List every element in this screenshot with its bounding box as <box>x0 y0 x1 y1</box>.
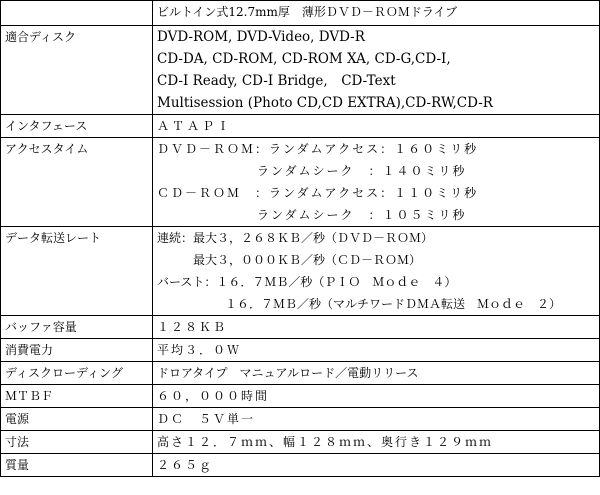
row-label-compatible-discs: 適合ディスク <box>1 26 153 115</box>
row-value-power-supply <box>153 408 600 431</box>
value-line: ドロアタイプ マニュアルロード／電動リリース <box>157 366 419 380</box>
table-row <box>1 227 600 316</box>
row-value-access-time <box>153 138 600 227</box>
row-label-interface: インタフェース <box>1 115 153 138</box>
table-row <box>1 138 600 227</box>
row-value-dimensions <box>153 431 600 454</box>
value-line: 連続：最大３，２６８ＫＢ／秒（ＤＶＤ－ＲＯＭ） <box>157 231 434 245</box>
row-value-transfer-rate <box>153 227 600 316</box>
value-line: ランダムシーク ：１４０ミリ秒 <box>257 164 467 178</box>
value-line: １６．７ＭＢ／秒（マルチワードＤＭＡ転送 Ｍｏｄｅ ２） <box>225 297 562 311</box>
row-label-transfer-rate: データ転送レート <box>1 227 153 316</box>
row-value-weight <box>153 454 600 477</box>
row-label-access-time: アクセスタイム <box>1 138 153 227</box>
value-line: ＤＣ ５Ｖ単一 <box>157 412 256 426</box>
row-value-buffer <box>153 316 600 339</box>
value-line: 高さ１２．７ｍｍ、幅１２８ｍｍ、奥行き１２９ｍｍ <box>157 435 494 449</box>
row-label-power-supply: 電源 <box>1 408 153 431</box>
row-value-interface <box>153 115 600 138</box>
value-line: CD-I Ready, CD-I Bridge, CD-Text <box>157 73 396 89</box>
row-label-mtbf: ＭＴＢＦ <box>1 385 153 408</box>
value-line: ２６５ｇ <box>157 458 214 472</box>
table-row <box>1 362 600 385</box>
table-row <box>1 454 600 477</box>
row-value-compatible-discs <box>153 26 600 115</box>
row-value-loading <box>153 362 600 385</box>
value-line: バースト：１６．７ＭＢ／秒（ＰＩＯ Ｍｏｄｅ ４） <box>157 275 457 289</box>
row-label-buffer: バッファ容量 <box>1 316 153 339</box>
row-label-weight: 質量 <box>1 454 153 477</box>
value-line: 平均３．０Ｗ <box>157 343 242 357</box>
value-line: DVD-ROM, DVD-Video, DVD-R <box>157 29 365 45</box>
value-line: ランダムシーク ：１０５ミリ秒 <box>257 208 467 222</box>
row-value-power <box>153 339 600 362</box>
value-line: １２８ＫＢ <box>157 320 228 334</box>
value-line: ＤＶＤ－ＲＯＭ：ランダムアクセス：１６０ミリ秒 <box>157 142 479 156</box>
table-row <box>1 316 600 339</box>
value-line: ６０，０００時間 <box>157 389 270 403</box>
row-label-loading: ディスクローディング <box>1 362 153 385</box>
product-title: ビルトイン式12.7mm厚 薄形ＤＶＤ－ＲＯＭドライブ <box>153 1 600 26</box>
value-line: Multisession (Photo CD,CD EXTRA),CD-RW,CD-R <box>157 95 493 111</box>
table-row <box>1 431 600 454</box>
value-line: CD-DA, CD-ROM, CD-ROM XA, CD-G,CD-I, <box>157 51 451 67</box>
value-line: 最大３，０００ＫＢ／秒（ＣＤ－ＲＯＭ） <box>193 253 422 267</box>
title-row <box>1 1 600 26</box>
table-row <box>1 115 600 138</box>
row-label-power: 消費電力 <box>1 339 153 362</box>
table-row <box>1 26 600 115</box>
row-label-dimensions: 寸法 <box>1 431 153 454</box>
table-row <box>1 385 600 408</box>
table-row <box>1 339 600 362</box>
table-row <box>1 408 600 431</box>
value-line: ＣＤ－ＲＯＭ ：ランダムアクセス：１１０ミリ秒 <box>157 186 479 200</box>
value-line: ＡＴＡＰＩ <box>157 119 233 133</box>
title-label-cell <box>1 1 153 26</box>
row-value-mtbf <box>153 385 600 408</box>
